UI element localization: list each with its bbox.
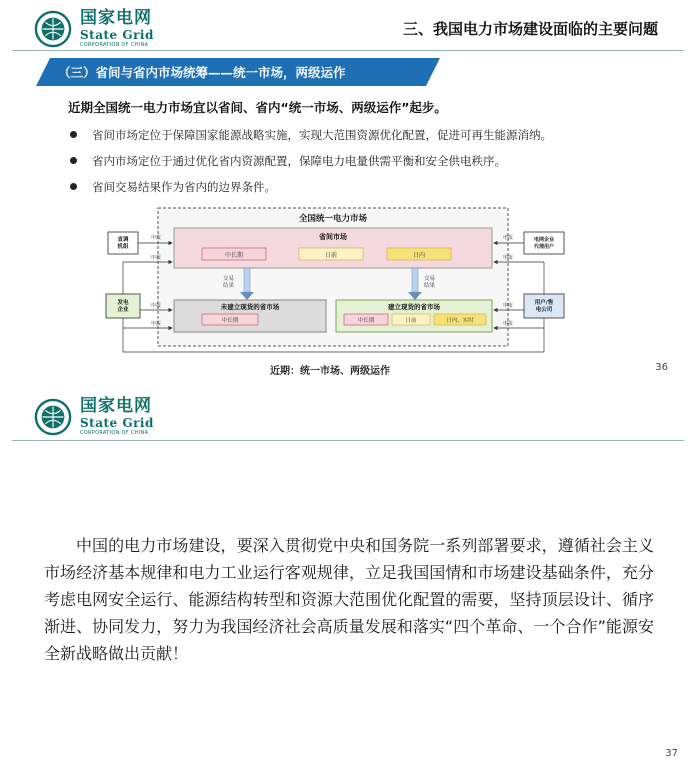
direct-units-label: 直调机组 bbox=[117, 237, 129, 250]
bullet-item: 省间市场定位于保障国家能源战略实施，实现大范围资源优化配置，促进可再生能源消纳。 bbox=[68, 122, 552, 148]
bullet-item: 省内市场定位于通过优化省内资源配置，保障电力电量供需平衡和安全供电秩序。 bbox=[68, 148, 552, 174]
header-divider bbox=[12, 50, 684, 51]
retail-label: 用户/售电公司 bbox=[534, 300, 554, 313]
flow-label-right: 交易结果 bbox=[424, 276, 436, 289]
declare-label: 申报 bbox=[502, 321, 514, 327]
flow-arrow-left bbox=[244, 268, 250, 292]
grid-agent-box bbox=[524, 232, 564, 254]
nospot-market-title: 未建立现货的省市场 bbox=[220, 303, 280, 311]
header-title: 三、我国电力市场建设面临的主要问题 bbox=[402, 20, 658, 38]
inter-item-label: 日内 bbox=[412, 252, 426, 259]
spot-item-label: 日前 bbox=[405, 318, 417, 324]
slide-37 bbox=[0, 392, 696, 772]
lead-sentence: 近期全国统一电力市场宜以省间、省内“统一市场、两级运作”起步。 bbox=[68, 100, 447, 115]
declare-label: 申报 bbox=[502, 235, 514, 241]
inter-item-label: 中长期 bbox=[224, 252, 244, 259]
declare-label: 申报 bbox=[150, 303, 162, 309]
outer-title: 全国统一电力市场 bbox=[298, 214, 368, 224]
state-grid-logo bbox=[34, 398, 154, 436]
closing-paragraph: 中国的电力市场建设，要深入贯彻党中央和国务院一系列部署要求，遵循社会主义市场经济基本规律和电力工业运行客观规律，立足我国国情和市场建设基础条件，充分考虑电网安全运行、能源结构转型和资源大范围优化配置的需要，坚持顶层设计、循序渐进、协同发力，努力为我国经济社会高质量发展和落实“四个革命、一个合作”能源安全新战略做出贡献！ bbox=[44, 536, 654, 663]
inter-market-title: 省间市场 bbox=[319, 233, 347, 241]
nospot-item-label: 中长期 bbox=[221, 318, 239, 324]
figure-caption: 近期：统一市场、两级运作 bbox=[270, 366, 390, 377]
page-number: 36 bbox=[655, 362, 668, 373]
section-band bbox=[36, 58, 440, 86]
bullet-item: 省间交易结果作为省内的边界条件。 bbox=[68, 174, 552, 200]
state-grid-logo bbox=[34, 10, 154, 48]
header-divider bbox=[12, 440, 684, 441]
declare-label: 申报 bbox=[502, 303, 514, 309]
spot-item-label: 中长期 bbox=[357, 318, 375, 324]
retail-box bbox=[524, 294, 564, 318]
gen-company-label: 发电企业 bbox=[117, 300, 129, 313]
state-grid-emblem-icon bbox=[34, 398, 72, 436]
declare-label: 申报 bbox=[150, 321, 162, 327]
flow-arrow-right bbox=[412, 268, 418, 292]
page-number: 37 bbox=[665, 748, 678, 759]
logo-corp: CORPORATION OF CHINA bbox=[80, 430, 149, 436]
declare-label: 申报 bbox=[150, 235, 162, 241]
spot-item-label: 日内、实时 bbox=[446, 318, 474, 324]
logo-cn: 国家电网 bbox=[80, 396, 152, 416]
declare-label: 申报 bbox=[150, 255, 162, 261]
state-grid-emblem-icon bbox=[34, 10, 72, 48]
spot-market-title: 建立现货的省市场 bbox=[388, 303, 440, 311]
inter-item-label: 日前 bbox=[324, 252, 338, 259]
grid-agent-label: 电网企业代理用户 bbox=[533, 237, 555, 250]
section-label: （三）省间与省内市场统筹——统一市场，两级运作 bbox=[58, 65, 346, 80]
logo-en: State Grid bbox=[80, 416, 154, 430]
bullet-list bbox=[68, 122, 552, 200]
flow-label-left: 交易结果 bbox=[222, 276, 234, 289]
market-structure-diagram bbox=[104, 206, 566, 356]
logo-corp: CORPORATION OF CHINA bbox=[80, 42, 149, 48]
declare-label: 申报 bbox=[502, 255, 514, 261]
gen-company-box bbox=[106, 294, 140, 318]
direct-units-box bbox=[108, 232, 138, 254]
logo-en: State Grid bbox=[80, 28, 154, 42]
logo-cn: 国家电网 bbox=[80, 8, 152, 28]
